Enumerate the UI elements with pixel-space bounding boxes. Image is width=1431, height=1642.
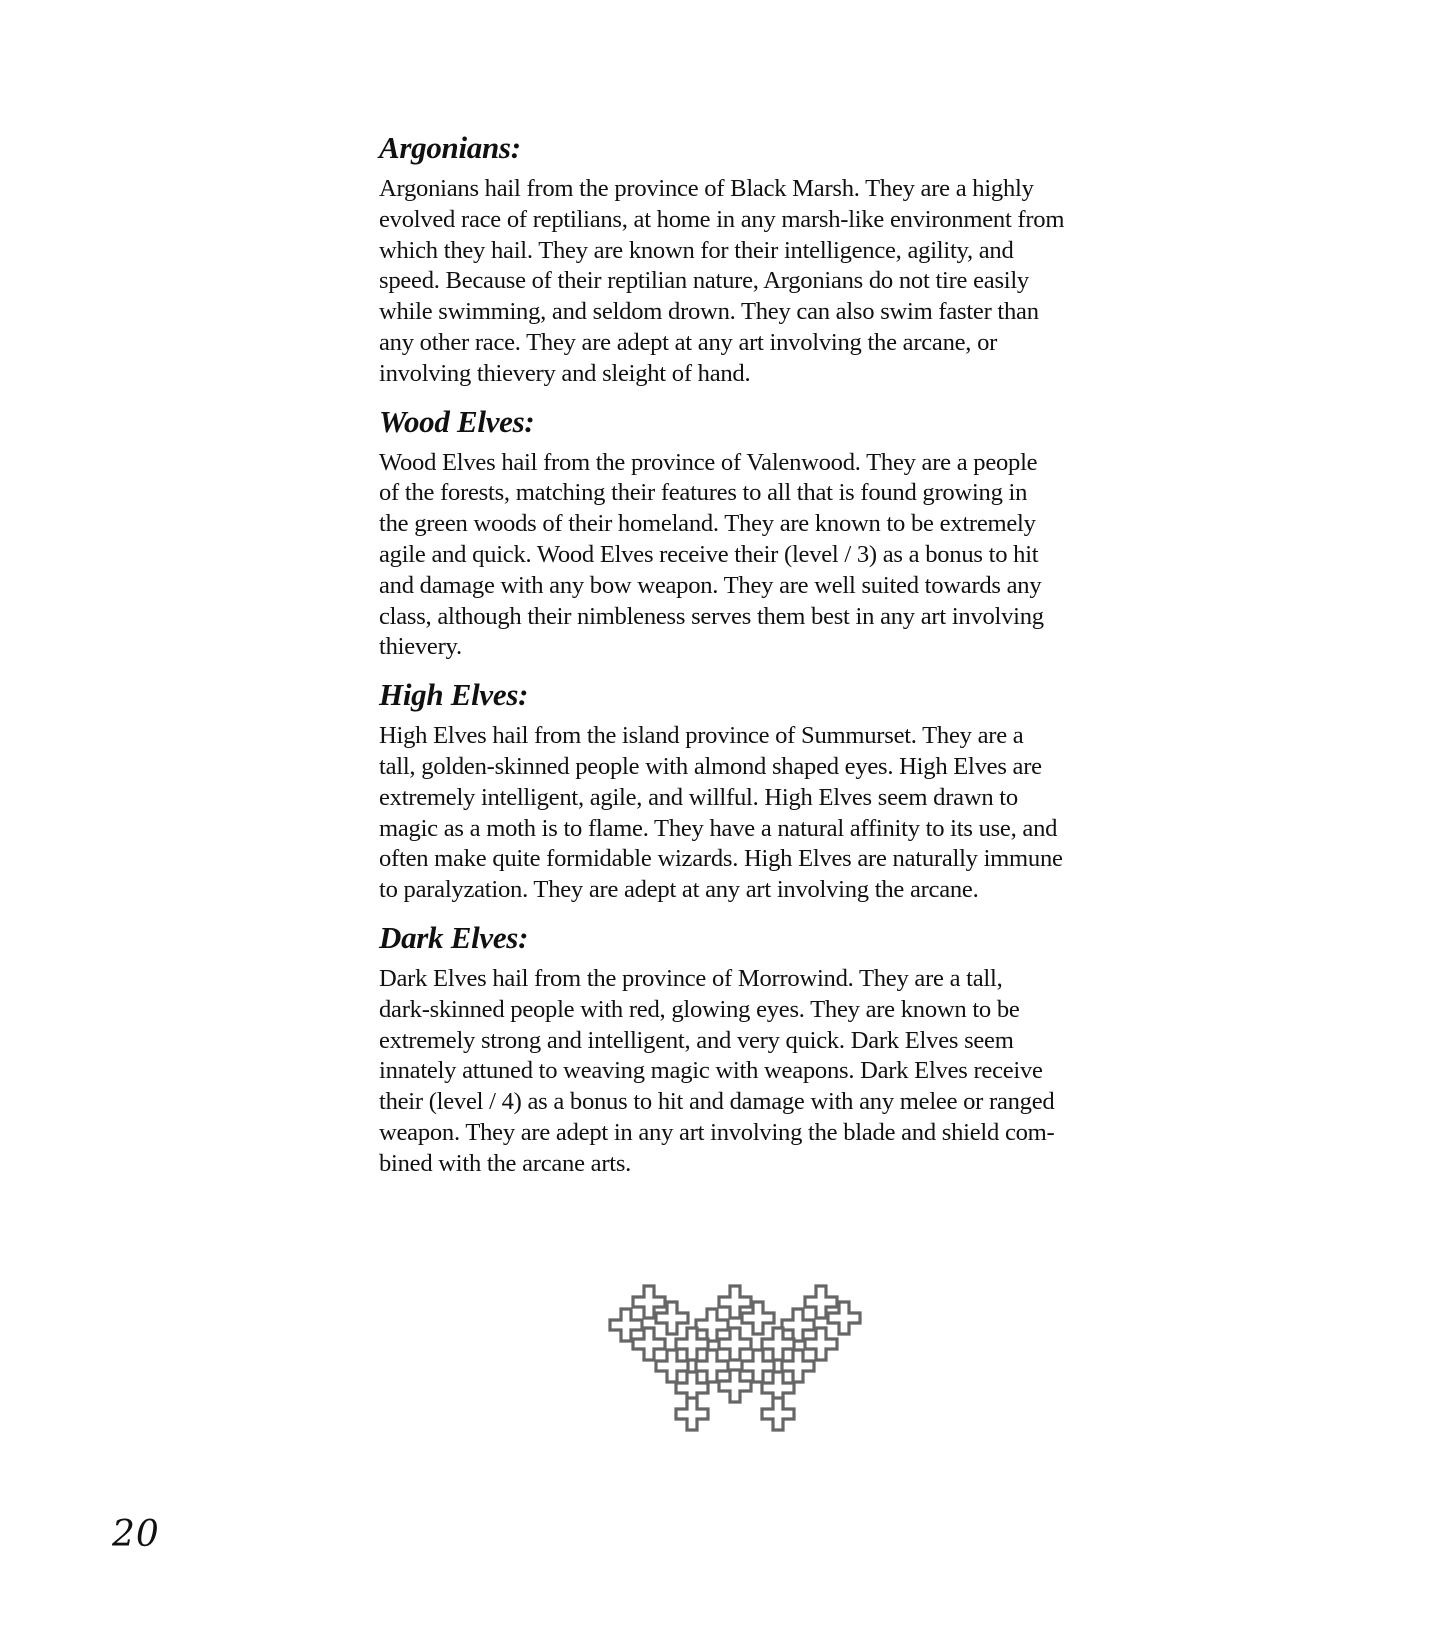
main-content bbox=[379, 128, 1179, 1192]
body-line: of the forests, matching their features to all that is found growing in bbox=[379, 479, 1028, 507]
section-body bbox=[379, 448, 1179, 664]
body-line: their (level / 4) as a bonus to hit and damage with any melee or ranged bbox=[379, 1088, 1055, 1116]
page-number: 20 bbox=[112, 1514, 160, 1555]
section-body bbox=[379, 721, 1179, 906]
body-line: involving thievery and sleight of hand. bbox=[379, 359, 751, 387]
body-line: Dark Elves hail from the province of Morrowind. They are a tall, bbox=[379, 964, 1003, 992]
section-title: Dark Elves: bbox=[379, 919, 529, 955]
body-line: bined with the arcane arts. bbox=[379, 1149, 632, 1177]
body-line: innately attuned to weaving magic with weapons. Dark Elves receive bbox=[379, 1057, 1043, 1085]
celtic-cross-knot-ornament-icon bbox=[606, 1278, 868, 1438]
body-line: any other race. They are adept at any art involving the arcane, or bbox=[379, 328, 998, 356]
body-line: agile and quick. Wood Elves receive their (level / 3) as a bonus to hit bbox=[379, 540, 1039, 568]
body-line: extremely strong and intelligent, and very quick. Dark Elves seem bbox=[379, 1026, 1014, 1054]
section-title: High Elves: bbox=[379, 677, 529, 713]
section-body bbox=[379, 174, 1179, 390]
body-line: the green woods of their homeland. They are known to be extremely bbox=[379, 510, 1036, 538]
section-title: Wood Elves: bbox=[379, 403, 535, 439]
body-line: magic as a moth is to flame. They have a natural affinity to its use, and bbox=[379, 814, 1058, 842]
body-line: while swimming, and seldom drown. They can also swim faster than bbox=[379, 298, 1039, 326]
section-high-elves bbox=[379, 675, 1179, 906]
body-line: thievery. bbox=[379, 633, 462, 661]
body-line: High Elves hail from the island province of Summurset. They are a bbox=[379, 722, 1024, 750]
body-line: Argonians hail from the province of Black Marsh. They are a highly bbox=[379, 175, 1034, 202]
body-line: which they hail. They are known for their intelligence, agility, and bbox=[379, 236, 1014, 264]
section-body bbox=[379, 964, 1179, 1180]
section-dark-elves bbox=[379, 918, 1179, 1180]
body-line: extremely intelligent, agile, and willful. High Elves seem drawn to bbox=[379, 783, 1018, 811]
body-line: and damage with any bow weapon. They are well suited towards any bbox=[379, 571, 1042, 599]
body-line: class, although their nimbleness serves them best in any art involving bbox=[379, 602, 1044, 630]
body-line: speed. Because of their reptilian nature, Argonians do not tire easily bbox=[379, 267, 1029, 295]
body-line: often make quite formidable wizards. High Elves are naturally immune bbox=[379, 845, 1063, 873]
section-title: Argonians: bbox=[379, 130, 521, 165]
body-line: Wood Elves hail from the province of Valenwood. They are a people bbox=[379, 448, 1038, 476]
body-line: to paralyzation. They are adept at any art involving the arcane. bbox=[379, 876, 979, 904]
body-line: evolved race of reptilians, at home in any marsh-like environment from bbox=[379, 205, 1065, 233]
section-wood-elves bbox=[379, 402, 1179, 664]
body-line: weapon. They are adept in any art involving the blade and shield com- bbox=[379, 1118, 1055, 1146]
body-line: dark-skinned people with red, glowing eyes. They are known to be bbox=[379, 995, 1020, 1023]
section-argonians bbox=[379, 128, 1179, 390]
body-line: tall, golden-skinned people with almond shaped eyes. High Elves are bbox=[379, 752, 1042, 780]
